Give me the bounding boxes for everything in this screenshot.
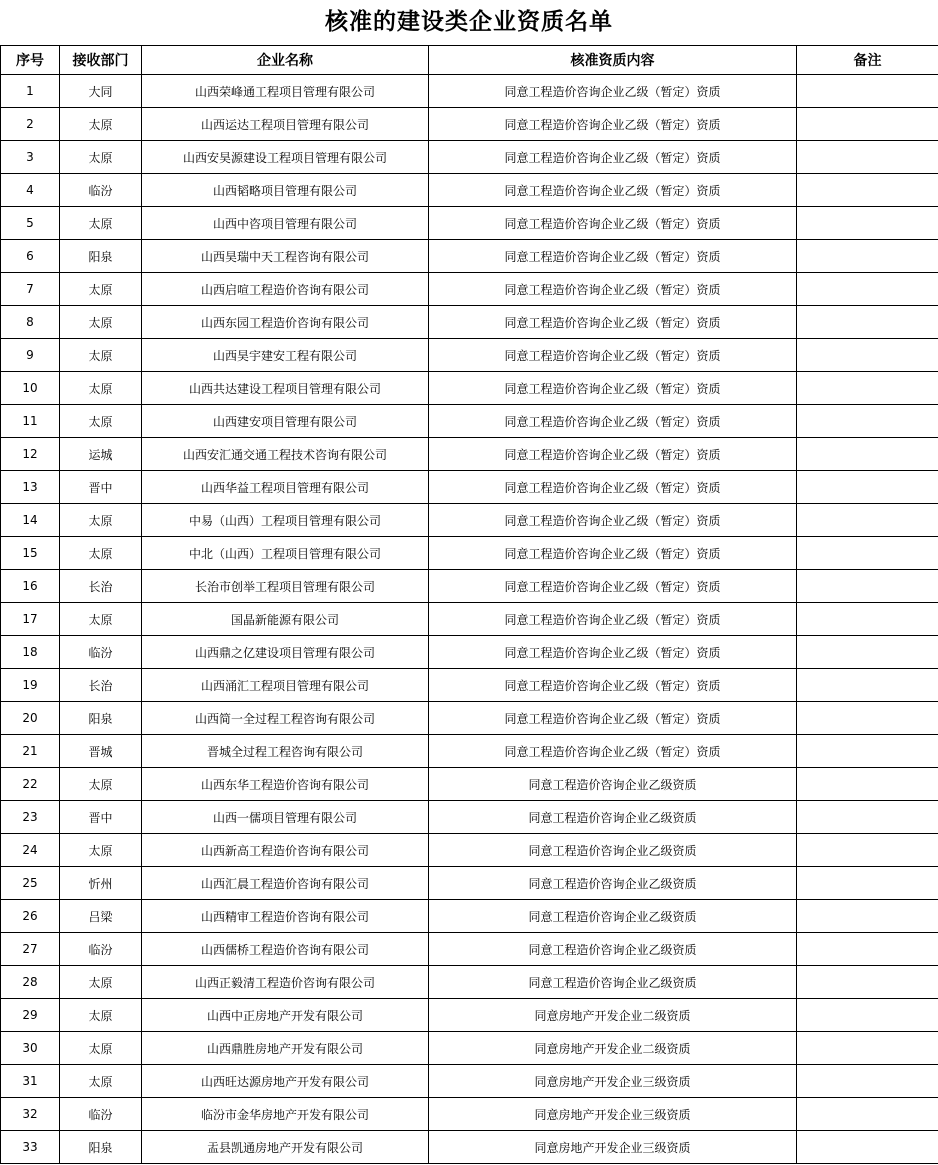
cell-department[interactable]: 阳泉 (60, 702, 142, 735)
cell-remarks[interactable] (797, 603, 938, 636)
cell-remarks[interactable] (797, 669, 938, 702)
table-row (1, 603, 938, 636)
cell-department[interactable]: 太原 (60, 999, 142, 1032)
cell-serial[interactable]: 3 (1, 141, 60, 174)
cell-serial[interactable]: 30 (1, 1032, 60, 1065)
cell-qualification[interactable]: 同意工程造价咨询企业乙级（暂定）资质 (429, 75, 797, 108)
cell-serial[interactable]: 19 (1, 669, 60, 702)
cell-remarks[interactable] (797, 1098, 938, 1131)
table-row (1, 867, 938, 900)
table-row (1, 372, 938, 405)
cell-serial[interactable]: 18 (1, 636, 60, 669)
cell-qualification[interactable]: 同意房地产开发企业三级资质 (429, 1098, 797, 1131)
cell-department[interactable]: 太原 (60, 537, 142, 570)
cell-qualification[interactable]: 同意工程造价咨询企业乙级（暂定）资质 (429, 636, 797, 669)
cell-department[interactable]: 太原 (60, 339, 142, 372)
cell-company-name[interactable]: 山西涌汇工程项目管理有限公司 (142, 669, 429, 702)
cell-remarks[interactable] (797, 1032, 938, 1065)
cell-serial[interactable]: 13 (1, 471, 60, 504)
cell-department[interactable]: 太原 (60, 306, 142, 339)
table-row (1, 174, 938, 207)
cell-remarks[interactable] (797, 537, 938, 570)
cell-serial[interactable]: 10 (1, 372, 60, 405)
cell-serial[interactable]: 31 (1, 1065, 60, 1098)
table-row (1, 1032, 938, 1065)
cell-serial[interactable]: 2 (1, 108, 60, 141)
cell-qualification[interactable]: 同意工程造价咨询企业乙级（暂定）资质 (429, 108, 797, 141)
table-row (1, 702, 938, 735)
cell-department[interactable]: 阳泉 (60, 1131, 142, 1164)
cell-remarks[interactable] (797, 933, 938, 966)
cell-remarks[interactable] (797, 240, 938, 273)
cell-remarks[interactable] (797, 207, 938, 240)
cell-remarks[interactable] (797, 999, 938, 1032)
cell-qualification[interactable]: 同意工程造价咨询企业乙级（暂定）资质 (429, 438, 797, 471)
cell-company-name[interactable]: 山西安汇通交通工程技术咨询有限公司 (142, 438, 429, 471)
cell-remarks[interactable] (797, 438, 938, 471)
cell-serial[interactable]: 11 (1, 405, 60, 438)
cell-company-name[interactable]: 山西汇晨工程造价咨询有限公司 (142, 867, 429, 900)
cell-serial[interactable]: 9 (1, 339, 60, 372)
table-row (1, 669, 938, 702)
cell-qualification[interactable]: 同意工程造价咨询企业乙级资质 (429, 834, 797, 867)
cell-company-name[interactable]: 山西华益工程项目管理有限公司 (142, 471, 429, 504)
cell-serial[interactable]: 12 (1, 438, 60, 471)
cell-company-name[interactable]: 山西韬略项目管理有限公司 (142, 174, 429, 207)
cell-company-name[interactable]: 中易（山西）工程项目管理有限公司 (142, 504, 429, 537)
cell-remarks[interactable] (797, 570, 938, 603)
table-row (1, 636, 938, 669)
cell-remarks[interactable] (797, 1065, 938, 1098)
header-row (1, 46, 938, 75)
table-row (1, 1065, 938, 1098)
table-row (1, 504, 938, 537)
table-row (1, 1131, 938, 1164)
cell-remarks[interactable] (797, 735, 938, 768)
cell-department[interactable]: 运城 (60, 438, 142, 471)
cell-department[interactable]: 晋城 (60, 735, 142, 768)
cell-remarks[interactable] (797, 306, 938, 339)
cell-qualification[interactable]: 同意工程造价咨询企业乙级（暂定）资质 (429, 603, 797, 636)
cell-company-name[interactable]: 山西旺达源房地产开发有限公司 (142, 1065, 429, 1098)
cell-serial[interactable]: 24 (1, 834, 60, 867)
cell-company-name[interactable]: 山西东华工程造价咨询有限公司 (142, 768, 429, 801)
cell-department[interactable]: 太原 (60, 273, 142, 306)
cell-remarks[interactable] (797, 966, 938, 999)
cell-company-name[interactable]: 山西运达工程项目管理有限公司 (142, 108, 429, 141)
cell-company-name[interactable]: 山西精审工程造价咨询有限公司 (142, 900, 429, 933)
cell-department[interactable]: 吕梁 (60, 900, 142, 933)
cell-remarks[interactable] (797, 1131, 938, 1164)
cell-company-name[interactable]: 山西昊瑞中天工程咨询有限公司 (142, 240, 429, 273)
cell-qualification[interactable]: 同意工程造价咨询企业乙级（暂定）资质 (429, 504, 797, 537)
table-row (1, 306, 938, 339)
cell-company-name[interactable]: 山西简一全过程工程咨询有限公司 (142, 702, 429, 735)
cell-serial[interactable]: 15 (1, 537, 60, 570)
table-row (1, 108, 938, 141)
cell-department[interactable]: 临汾 (60, 174, 142, 207)
cell-qualification[interactable]: 同意工程造价咨询企业乙级（暂定）资质 (429, 141, 797, 174)
cell-serial[interactable]: 4 (1, 174, 60, 207)
cell-qualification[interactable]: 同意工程造价咨询企业乙级资质 (429, 801, 797, 834)
cell-remarks[interactable] (797, 75, 938, 108)
cell-company-name[interactable]: 山西一儒项目管理有限公司 (142, 801, 429, 834)
table-row (1, 537, 938, 570)
cell-company-name[interactable]: 山西儒桥工程造价咨询有限公司 (142, 933, 429, 966)
cell-department[interactable]: 阳泉 (60, 240, 142, 273)
cell-qualification[interactable]: 同意工程造价咨询企业乙级（暂定）资质 (429, 735, 797, 768)
header-remarks[interactable]: 备注 (797, 46, 938, 75)
cell-company-name[interactable]: 山西共达建设工程项目管理有限公司 (142, 372, 429, 405)
cell-company-name[interactable]: 临汾市金华房地产开发有限公司 (142, 1098, 429, 1131)
cell-remarks[interactable] (797, 141, 938, 174)
cell-qualification[interactable]: 同意工程造价咨询企业乙级（暂定）资质 (429, 471, 797, 504)
cell-qualification[interactable]: 同意工程造价咨询企业乙级资质 (429, 966, 797, 999)
cell-qualification[interactable]: 同意工程造价咨询企业乙级（暂定）资质 (429, 306, 797, 339)
cell-qualification[interactable]: 同意工程造价咨询企业乙级（暂定）资质 (429, 207, 797, 240)
table-row (1, 966, 938, 999)
cell-remarks[interactable] (797, 900, 938, 933)
cell-remarks[interactable] (797, 339, 938, 372)
cell-department[interactable]: 临汾 (60, 636, 142, 669)
cell-department[interactable]: 太原 (60, 834, 142, 867)
page-title: 核准的建设类企业资质名单 (325, 9, 613, 35)
cell-company-name[interactable]: 盂县凯通房地产开发有限公司 (142, 1131, 429, 1164)
cell-serial[interactable]: 7 (1, 273, 60, 306)
cell-qualification[interactable]: 同意工程造价咨询企业乙级（暂定）资质 (429, 669, 797, 702)
cell-department[interactable]: 太原 (60, 603, 142, 636)
cell-qualification[interactable]: 同意房地产开发企业二级资质 (429, 1032, 797, 1065)
header-company-name[interactable]: 企业名称 (142, 46, 429, 75)
cell-serial[interactable]: 17 (1, 603, 60, 636)
cell-company-name[interactable]: 山西正毅清工程造价咨询有限公司 (142, 966, 429, 999)
qualification-table (0, 45, 938, 1164)
table-row (1, 834, 938, 867)
cell-remarks[interactable] (797, 867, 938, 900)
cell-remarks[interactable] (797, 471, 938, 504)
cell-department[interactable]: 太原 (60, 207, 142, 240)
cell-department[interactable]: 忻州 (60, 867, 142, 900)
table-row (1, 1098, 938, 1131)
cell-remarks[interactable] (797, 174, 938, 207)
cell-qualification[interactable]: 同意工程造价咨询企业乙级（暂定）资质 (429, 570, 797, 603)
cell-serial[interactable]: 16 (1, 570, 60, 603)
cell-remarks[interactable] (797, 834, 938, 867)
cell-company-name[interactable]: 山西鼎胜房地产开发有限公司 (142, 1032, 429, 1065)
cell-company-name[interactable]: 长治市创举工程项目管理有限公司 (142, 570, 429, 603)
cell-qualification[interactable]: 同意工程造价咨询企业乙级资质 (429, 900, 797, 933)
table-row (1, 207, 938, 240)
cell-company-name[interactable]: 山西昊宇建安工程有限公司 (142, 339, 429, 372)
cell-remarks[interactable] (797, 405, 938, 438)
table-row (1, 570, 938, 603)
cell-qualification[interactable]: 同意房地产开发企业三级资质 (429, 1131, 797, 1164)
cell-company-name[interactable]: 山西荣峰通工程项目管理有限公司 (142, 75, 429, 108)
table-row (1, 933, 938, 966)
cell-serial[interactable]: 25 (1, 867, 60, 900)
cell-serial[interactable]: 21 (1, 735, 60, 768)
cell-company-name[interactable]: 山西中正房地产开发有限公司 (142, 999, 429, 1032)
cell-company-name[interactable]: 山西安昊源建设工程项目管理有限公司 (142, 141, 429, 174)
cell-department[interactable]: 大同 (60, 75, 142, 108)
cell-qualification[interactable]: 同意工程造价咨询企业乙级资质 (429, 768, 797, 801)
table-row (1, 438, 938, 471)
cell-qualification[interactable]: 同意工程造价咨询企业乙级（暂定）资质 (429, 537, 797, 570)
cell-serial[interactable]: 23 (1, 801, 60, 834)
cell-qualification[interactable]: 同意工程造价咨询企业乙级（暂定）资质 (429, 702, 797, 735)
cell-serial[interactable]: 32 (1, 1098, 60, 1131)
table-row (1, 801, 938, 834)
table-row (1, 405, 938, 438)
cell-company-name[interactable]: 晋城全过程工程咨询有限公司 (142, 735, 429, 768)
cell-company-name[interactable]: 山西启喧工程造价咨询有限公司 (142, 273, 429, 306)
table-body (1, 75, 938, 1164)
cell-qualification[interactable]: 同意工程造价咨询企业乙级（暂定）资质 (429, 405, 797, 438)
cell-qualification[interactable]: 同意工程造价咨询企业乙级（暂定）资质 (429, 273, 797, 306)
cell-company-name[interactable]: 山西建安项目管理有限公司 (142, 405, 429, 438)
header-serial[interactable]: 序号 (1, 46, 60, 75)
cell-serial[interactable]: 33 (1, 1131, 60, 1164)
cell-department[interactable]: 太原 (60, 108, 142, 141)
cell-department[interactable]: 晋中 (60, 801, 142, 834)
cell-remarks[interactable] (797, 801, 938, 834)
cell-department[interactable]: 太原 (60, 768, 142, 801)
cell-serial[interactable]: 22 (1, 768, 60, 801)
table-row (1, 240, 938, 273)
cell-remarks[interactable] (797, 504, 938, 537)
cell-company-name[interactable]: 山西中咨项目管理有限公司 (142, 207, 429, 240)
cell-company-name[interactable]: 国晶新能源有限公司 (142, 603, 429, 636)
cell-department[interactable]: 太原 (60, 405, 142, 438)
cell-remarks[interactable] (797, 273, 938, 306)
cell-serial[interactable]: 1 (1, 75, 60, 108)
cell-serial[interactable]: 8 (1, 306, 60, 339)
cell-department[interactable]: 太原 (60, 372, 142, 405)
table-row (1, 141, 938, 174)
cell-department[interactable]: 临汾 (60, 1098, 142, 1131)
cell-department[interactable]: 太原 (60, 1065, 142, 1098)
cell-remarks[interactable] (797, 372, 938, 405)
cell-department[interactable]: 太原 (60, 1032, 142, 1065)
header-qualification[interactable]: 核准资质内容 (429, 46, 797, 75)
table-row (1, 471, 938, 504)
table-row (1, 273, 938, 306)
cell-serial[interactable]: 28 (1, 966, 60, 999)
cell-serial[interactable]: 6 (1, 240, 60, 273)
cell-remarks[interactable] (797, 108, 938, 141)
table-row (1, 735, 938, 768)
cell-department[interactable]: 长治 (60, 570, 142, 603)
table-row (1, 339, 938, 372)
cell-remarks[interactable] (797, 702, 938, 735)
cell-company-name[interactable]: 山西新高工程造价咨询有限公司 (142, 834, 429, 867)
cell-remarks[interactable] (797, 768, 938, 801)
cell-company-name[interactable]: 山西鼎之亿建设项目管理有限公司 (142, 636, 429, 669)
table-row (1, 900, 938, 933)
table-row (1, 75, 938, 108)
cell-department[interactable]: 临汾 (60, 933, 142, 966)
cell-qualification[interactable]: 同意工程造价咨询企业乙级（暂定）资质 (429, 174, 797, 207)
cell-qualification[interactable]: 同意工程造价咨询企业乙级资质 (429, 867, 797, 900)
cell-department[interactable]: 太原 (60, 141, 142, 174)
cell-department[interactable]: 长治 (60, 669, 142, 702)
cell-department[interactable]: 太原 (60, 966, 142, 999)
table-row (1, 768, 938, 801)
cell-company-name[interactable]: 中北（山西）工程项目管理有限公司 (142, 537, 429, 570)
cell-qualification[interactable]: 同意工程造价咨询企业乙级资质 (429, 933, 797, 966)
table-row (1, 999, 938, 1032)
cell-qualification[interactable]: 同意工程造价咨询企业乙级（暂定）资质 (429, 240, 797, 273)
cell-qualification[interactable]: 同意房地产开发企业二级资质 (429, 999, 797, 1032)
cell-remarks[interactable] (797, 636, 938, 669)
cell-serial[interactable]: 29 (1, 999, 60, 1032)
cell-serial[interactable]: 26 (1, 900, 60, 933)
cell-serial[interactable]: 5 (1, 207, 60, 240)
cell-department[interactable]: 太原 (60, 504, 142, 537)
cell-serial[interactable]: 20 (1, 702, 60, 735)
cell-serial[interactable]: 14 (1, 504, 60, 537)
cell-serial[interactable]: 27 (1, 933, 60, 966)
cell-qualification[interactable]: 同意工程造价咨询企业乙级（暂定）资质 (429, 339, 797, 372)
cell-qualification[interactable]: 同意工程造价咨询企业乙级（暂定）资质 (429, 372, 797, 405)
header-department[interactable]: 接收部门 (60, 46, 142, 75)
cell-company-name[interactable]: 山西东园工程造价咨询有限公司 (142, 306, 429, 339)
cell-qualification[interactable]: 同意房地产开发企业三级资质 (429, 1065, 797, 1098)
cell-department[interactable]: 晋中 (60, 471, 142, 504)
